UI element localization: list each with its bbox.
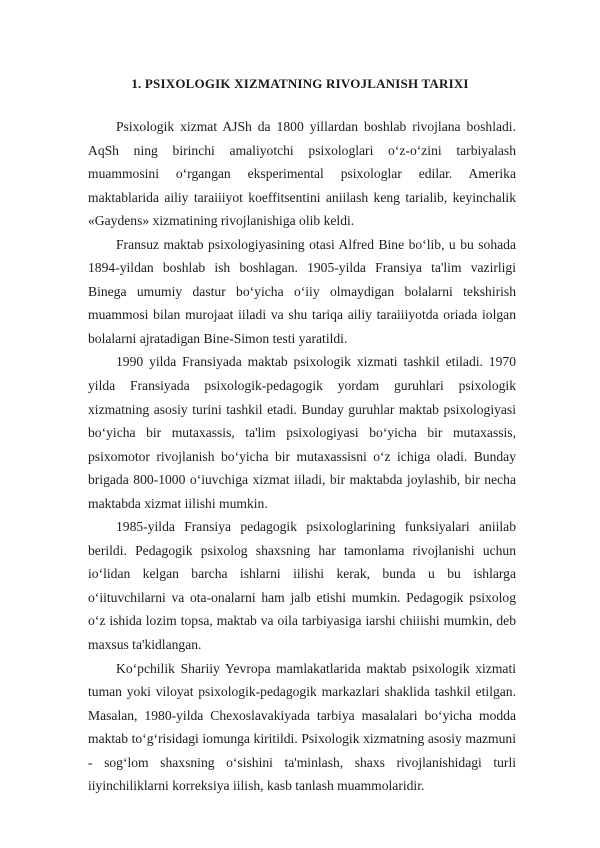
paragraph: Psixologik xizmat AJSh da 1800 yillardan boshlab rivojlana boshladi. AqSh ning birinchi amaliyotchi psixologlari o‘z-o‘zini tarbiyalash muammosini o‘rgangan eksperimental psixologlar edilar. Amerika maktablarida ailiy taraiiiyot koeffitsentini aniilash keng tarialib, keyinchalik «Gaydens» xizmatining rivojlanishiga olib keldi. — [88, 119, 516, 229]
paragraph: Fransuz maktab psixologiyasining otasi Alfred Bine bo‘lib, u bu sohada 1894-yildan boshlab ish boshlagan. 1905-yilda Fransiya ta'lim vazirligi Binega umumiy dastur bo‘yicha o‘iiy olmaydigan bolalarni tekshirish muammosi bilan murojaat iiladi va shu tariqa ailiy taraiiiyotda oriada iolgan bolalarni ajratadigan Bine-Simon testi yaratildi. — [88, 236, 516, 346]
paragraph: Ko‘pchilik Shariiy Yevropa mamlakatlarida maktab psixologik xizmati tuman yoki viloyat psixologik-pedagogik markazlari shaklida tashkil etilgan. Masalan, 1980-yilda Chexoslavakiyada tarbiya masalalari bo‘yicha modda maktab to‘g‘risidagi iomunga kiritildi. Psixologik xizmatning asosiy mazmuni - sog‘lom shaxsning o‘sishini ta'minlash, shaxs rivojlanishidagi turli iiyinchiliklarni korreksiya iilish, kasb tanlash muammolaridir. — [88, 660, 516, 794]
page-title: 1. PSIXOLOGIK XIZMATNING RIVOJLANISH TARIXI — [131, 76, 469, 91]
paragraph: 1990 yilda Fransiyada maktab psixologik xizmati tashkil etiladi. 1970 yilda Fransiyada psixologik-pedagogik yordam guruhlari psixologik xizmatning asosiy turini tashkil etadi. Bunday guruhlar maktab psixologiyasi bo‘yicha bir mutaxassis, ta'lim psixologiyasi bo‘yicha bir mutaxassis, psixomotor rivojlanish bo‘yicha bir mutaxassisni o‘z ichiga oladi. Bunday brigada 800-1000 o‘iuvchiga xizmat iiladi, bir maktabda joylashib, bir necha maktabda xizmat iilishi mumkin. — [88, 354, 516, 511]
document-body — [88, 115, 516, 798]
paragraph: 1985-yilda Fransiya pedagogik psixologlarining funksiyalari aniilab berildi. Pedagogik psixolog shaxsning har tamonlama rivojlanishi uchun io‘lidan kelgan barcha ishlarni iilishi kerak, bunda u bu ishlarga o‘iituvchilarni va ota-onalarni ham jalb etishi mumkin. Pedagogik psixolog o‘z ishida lozim topsa, maktab va oila tarbiyasiga iarshi chiiishi mumkin, deb maxsus ta'kidlangan. — [88, 519, 516, 653]
